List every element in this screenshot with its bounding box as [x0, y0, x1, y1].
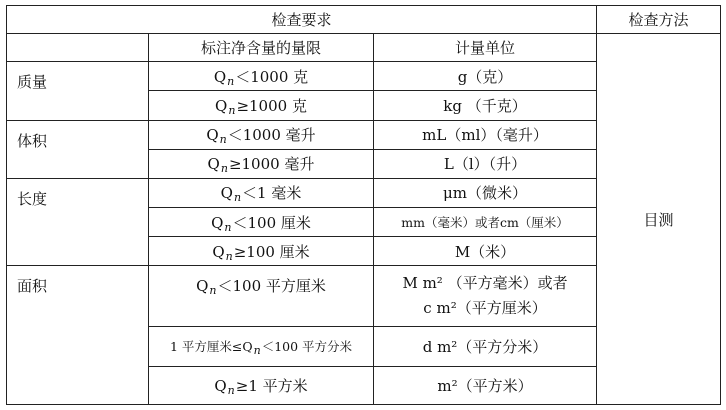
unit-cell: μm（微米）	[374, 178, 597, 207]
unit-cell: m²（平方米）	[374, 366, 597, 404]
unit-cell: g（克）	[374, 62, 597, 91]
unit-cell: mL（ml）（毫升）	[374, 120, 597, 149]
limit-cell: $Q_n<1000$ 毫升	[149, 120, 374, 149]
method-cell	[597, 34, 721, 405]
limit-cell: $Q_n\ge 1$ 平方米	[149, 366, 374, 404]
limit-cell: $Q_n<100$ 厘米	[149, 207, 374, 236]
limit-cell: $Q_n\ge 1000$ 克	[149, 91, 374, 120]
unit-cell: kg （千克）	[374, 91, 597, 120]
limit-cell: 1 平方厘米≤Qn＜100 平方分米	[149, 326, 374, 366]
blank-category-header	[7, 34, 149, 62]
limit-cell: $Q_n\ge 1000$ 毫升	[149, 149, 374, 178]
inspection-table	[6, 5, 721, 405]
limit-cell: $Q_n<1000$ 克	[149, 62, 374, 91]
category-volume: 体积	[7, 120, 149, 178]
requirements-header: 检查要求	[7, 6, 597, 34]
unit-cell: d m²（平方分米）	[374, 326, 597, 366]
unit-cell	[374, 266, 597, 326]
method-value: 目测	[643, 210, 674, 229]
category-length: 长度	[7, 178, 149, 265]
method-header: 检查方法	[597, 6, 721, 34]
unit-cell: L（l）（升）	[374, 149, 597, 178]
limit-cell: $Q_n<100$ 平方厘米	[149, 266, 374, 326]
inspection-table-frame	[6, 5, 720, 405]
category-area: 面积	[7, 266, 149, 405]
unit-cell: mm（毫米）或者cm（厘米）	[374, 207, 597, 236]
unit-header: 计量单位	[374, 34, 597, 62]
limit-cell: $Q_n<1$ 毫米	[149, 178, 374, 207]
limit-header: 标注净含量的量限	[149, 34, 374, 62]
subheader-row	[7, 34, 721, 62]
unit-line: c m²（平方厘米）	[423, 298, 547, 317]
category-mass: 质量	[7, 62, 149, 120]
unit-line: M m² （平方毫米）或者	[402, 273, 568, 292]
limit-cell: $Q_n\ge 100$ 厘米	[149, 237, 374, 266]
unit-cell: M（米）	[374, 237, 597, 266]
header-row	[7, 6, 721, 34]
